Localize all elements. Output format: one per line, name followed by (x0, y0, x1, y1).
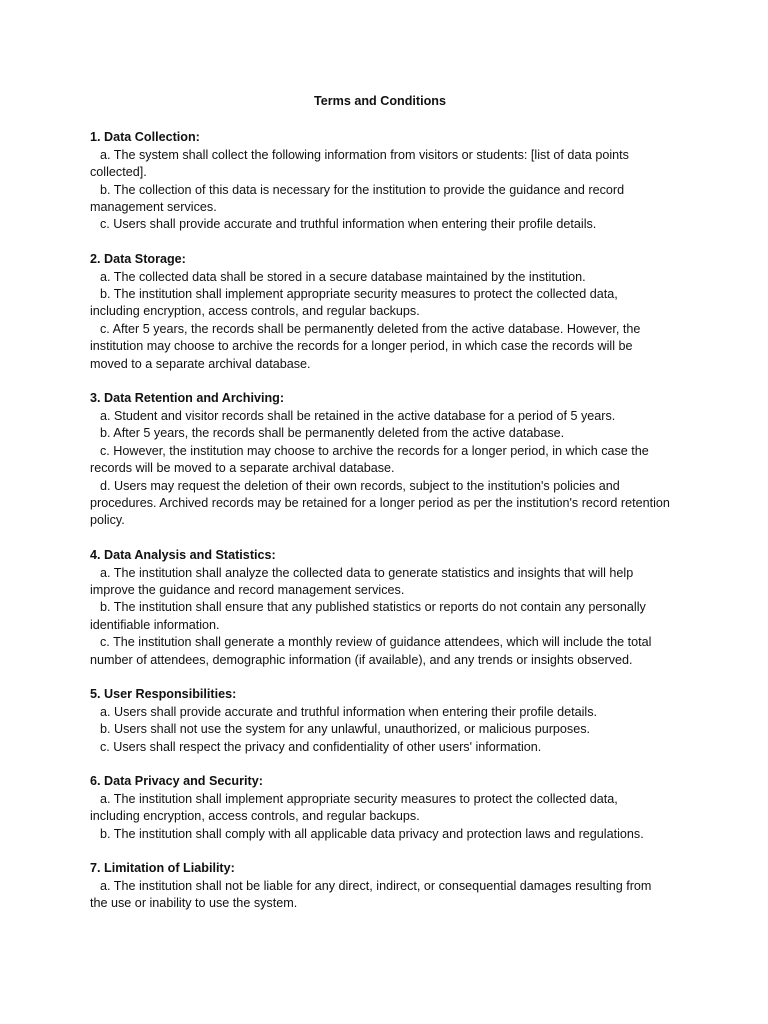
clause-item: c. Users shall respect the privacy and confidentiality of other users' information. (100, 739, 542, 754)
clause-item: a. The institution shall implement appropriate security measures to protect the collected data, including encryption, access controls, and regular backups. (90, 791, 618, 824)
section-1 (90, 129, 670, 233)
section-heading: 3. Data Retention and Archiving: (90, 391, 285, 406)
clause-item: d. Users may request the deletion of their own records, subject to the institution's policies and procedures. Archived records may be retained for a longer period as per the institution's record retention policy. (90, 478, 670, 528)
clause-item: c. The institution shall generate a monthly review of guidance attendees, which will include the total number of attendees, demographic information (if available), and any trends or insights observed. (90, 635, 652, 667)
section-heading: 7. Limitation of Liability: (90, 861, 235, 876)
clause-item: a. The collected data shall be stored in a secure database maintained by the institution. (100, 269, 586, 284)
clause-item: b. After 5 years, the records shall be permanently deleted from the active database. (100, 426, 565, 441)
section-heading: 4. Data Analysis and Statistics: (90, 548, 276, 563)
clause-item: b. The collection of this data is necessary for the institution to provide the guidance and record management services. (90, 182, 625, 215)
section-4 (90, 547, 670, 669)
clause-item: b. The institution shall ensure that any published statistics or reports do not contain any personally identifiable information. (90, 600, 646, 632)
clause-item: c. Users shall provide accurate and truthful information when entering their profile details. (100, 217, 597, 232)
clause-item: a. Student and visitor records shall be retained in the active database for a period of 5 years. (100, 408, 616, 423)
clause-item: a. The system shall collect the following information from visitors or students: [list of data points collected]. (90, 147, 629, 180)
section-7 (90, 860, 670, 912)
section-heading: 5. User Responsibilities: (90, 687, 237, 702)
section-heading: 6. Data Privacy and Security: (90, 774, 263, 789)
clause-item: b. The institution shall comply with all applicable data privacy and protection laws and regulations. (100, 826, 644, 841)
clause-item: b. Users shall not use the system for any unlawful, unauthorized, or malicious purposes. (100, 722, 591, 737)
clause-item: a. The institution shall analyze the collected data to generate statistics and insights that will help improve the guidance and record management services. (90, 565, 634, 597)
clause-item: c. After 5 years, the records shall be permanently deleted from the active database. However, the institution may choose to archive the records for a longer period, in which case the records will be moved to a separate archival database. (90, 321, 641, 371)
document-title: Terms and Conditions (313, 94, 446, 108)
clause-item: a. The institution shall not be liable for any direct, indirect, or consequential damages resulting from the use or inability to use the system. (90, 878, 652, 911)
clause-item: c. However, the institution may choose to archive the records for a longer period, in which case the records will be moved to a separate archival database. (90, 443, 649, 476)
section-3 (90, 390, 670, 529)
section-heading: 2. Data Storage: (90, 252, 186, 267)
sections-container (90, 129, 670, 912)
document-page (90, 93, 670, 930)
section-heading: 1. Data Collection: (90, 130, 200, 145)
clause-item: a. Users shall provide accurate and truthful information when entering their profile details. (100, 704, 598, 719)
section-5 (90, 686, 670, 756)
clause-item: b. The institution shall implement appropriate security measures to protect the collected data, including encryption, access controls, and regular backups. (90, 287, 618, 319)
section-6 (90, 773, 670, 843)
section-2 (90, 251, 670, 373)
